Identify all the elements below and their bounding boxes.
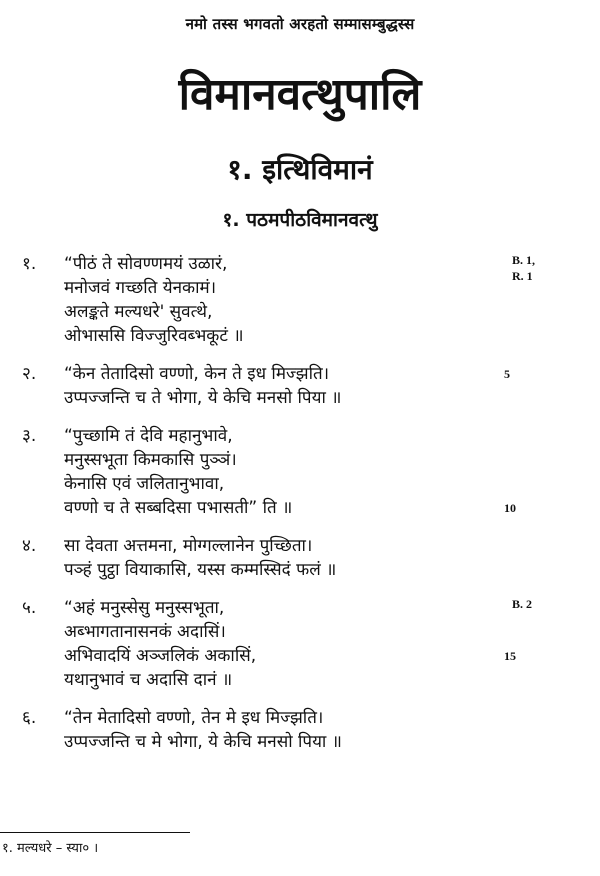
verse-list (0, 252, 600, 768)
chapter-title: १. इत्थिविमानं (227, 153, 373, 186)
verse-line (0, 706, 600, 730)
verse-text: “पीठं ते सोवण्णमयं उळारं, (64, 254, 228, 274)
verse-line (0, 362, 600, 386)
verse-line (0, 424, 600, 448)
verse-line (0, 386, 600, 410)
verse (0, 534, 600, 582)
verse-text: “केन तेतादिसो वण्णो, केन ते इध मिज्झति। (64, 364, 330, 384)
verse-line (0, 448, 600, 472)
verse (0, 596, 600, 692)
verse-line (0, 496, 600, 520)
verse-text: सा देवता अत्तमना, मोग्गल्लानेन पुच्छिता। (64, 536, 313, 556)
footnote: १. मल्यधरे – स्या० । (2, 841, 99, 856)
footnote-divider (0, 832, 190, 833)
verse-text: यथानुभावं च अदासि दानं ॥ (64, 670, 233, 690)
verse-line (0, 276, 600, 300)
verse-line (0, 300, 600, 324)
verse-text: मनुस्सभूता किमकासि पुञ्ञं। (64, 450, 237, 470)
verse-text: अभिवादयिं अञ्जलिकं अकासिं, (64, 646, 257, 666)
book-title: विमानवत्थुपालि (178, 69, 422, 120)
verse-text: अब्भागतानासनकं अदासिं। (64, 622, 226, 642)
verse-line (0, 472, 600, 496)
verse-text: ओभाससि विज्जुरिवब्भकूटं ॥ (64, 326, 244, 346)
verse-text: “पुच्छामि तं देवि महानुभावे, (64, 426, 233, 446)
line-number: 15 (504, 649, 516, 663)
verse-text: वण्णो च ते सब्बदिसा पभासती” ति ॥ (64, 498, 293, 518)
verse-number: २. (22, 364, 37, 384)
verse-line (0, 644, 600, 668)
verse (0, 706, 600, 754)
verse-text: अलङ्कते मल्यधरे' सुवत्थे, (64, 302, 213, 322)
verse-line (0, 252, 600, 283)
verse (0, 362, 600, 410)
verse-number: ३. (22, 426, 37, 446)
verse-text: केनासि एवं जलितानुभावा, (64, 474, 225, 494)
manuscript-reference-label: R. 1 (512, 269, 533, 283)
verse-number: ६. (22, 708, 37, 728)
invocation-line: नमो तस्स भगवतो अरहतो सम्मासम्बुद्धस्स (185, 15, 415, 33)
verse-line (0, 324, 600, 348)
verse-line (0, 668, 600, 692)
verse (0, 424, 600, 520)
verse-text: उप्पज्जन्ति च ते भोगा, ये केचि मनसो पिया ॥ (64, 388, 342, 408)
verse-number: ५. (22, 598, 37, 618)
verse-line (0, 596, 600, 620)
verse-number: १. (22, 254, 37, 274)
verse-line (0, 730, 600, 754)
section-title: १. पठमपीठविमानवत्थु (222, 209, 378, 231)
verse-text: “अहं मनुस्सेसु मनुस्सभूता, (64, 598, 225, 618)
manuscript-reference (512, 596, 572, 612)
verse-text: पञ्हं पुट्ठा वियाकासि, यस्स कम्मस्सिदं फलं ॥ (64, 560, 337, 580)
verse-line (0, 558, 600, 582)
verse-text: उप्पज्जन्ति च मे भोगा, ये केचि मनसो पिया ॥ (64, 732, 342, 752)
verse-line (0, 620, 600, 644)
verse-text: मनोजवं गच्छति येनकामं। (64, 278, 217, 298)
manuscript-reference-label: B. 1, (512, 253, 536, 267)
verse (0, 252, 600, 348)
verse-number: ४. (22, 536, 37, 556)
line-number: 10 (504, 501, 516, 515)
verse-line (0, 534, 600, 558)
verse-text: “तेन मेतादिसो वण्णो, तेन मे इध मिज्झति। (64, 708, 324, 728)
manuscript-reference-label: B. 2 (512, 597, 533, 611)
line-number: 5 (504, 367, 510, 381)
